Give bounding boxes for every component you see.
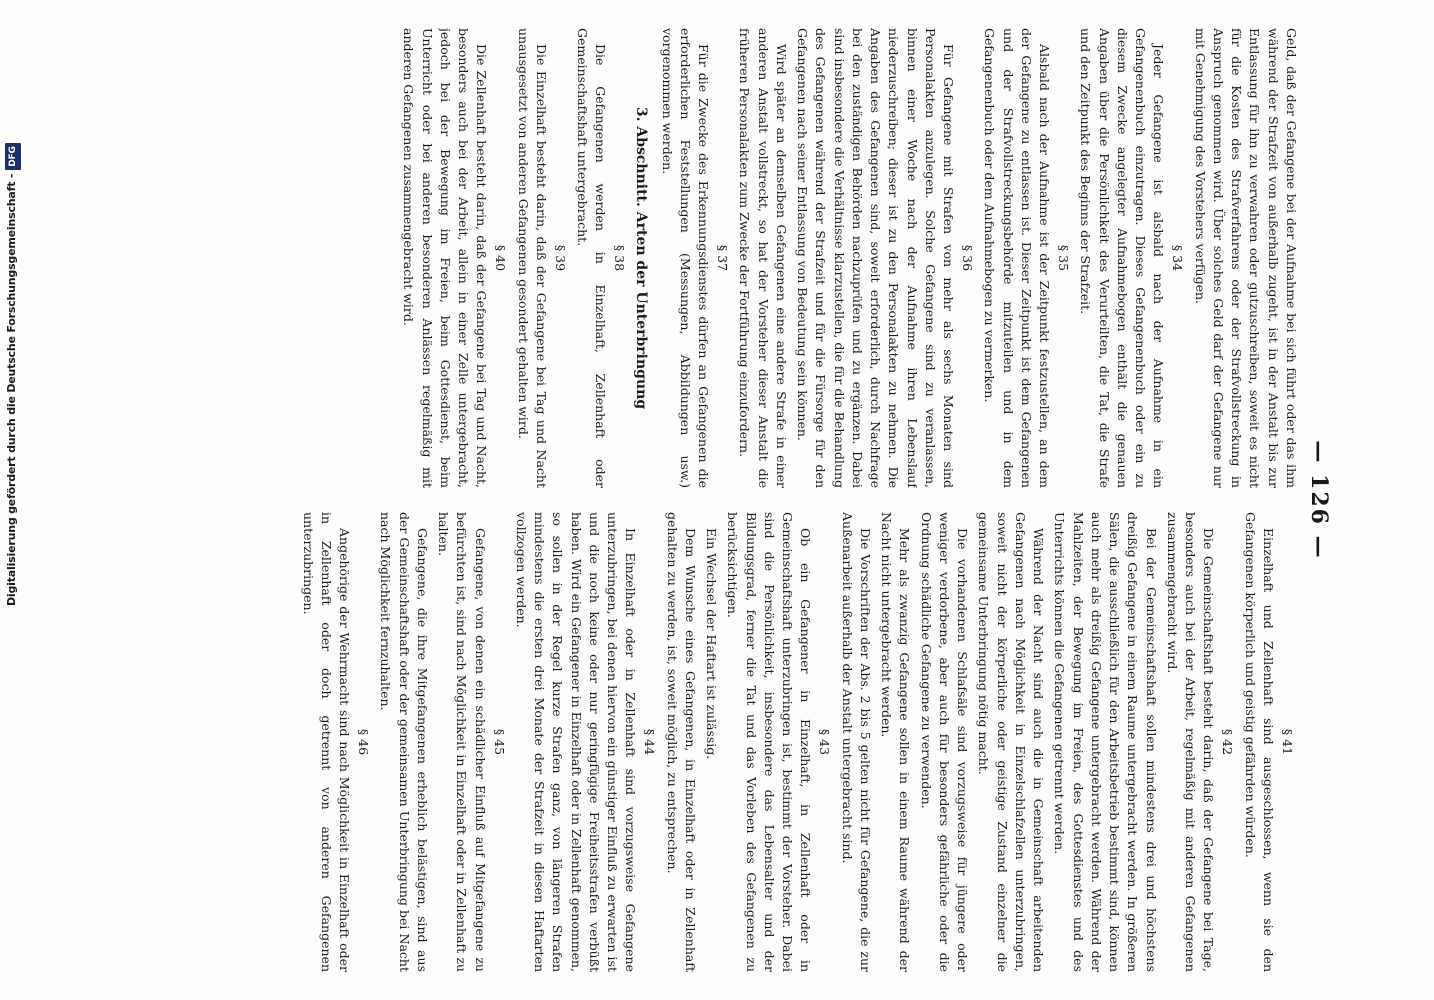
section-heading: § 38 bbox=[612, 244, 628, 272]
section-heading: § 44 bbox=[642, 728, 658, 756]
paragraph: Die Zellenhaft besteht darin, daß der Gefangene bei Tag und Nacht, besonders auch bei der Arbeit, allein in einer Zelle untergebracht, jedoch bei der Bewegung im Freien, beim Gottesdienst, beim Unterricht oder bei anderen besonderen Anlässen regelmäßig mit anderen Gefangenen zusammengebracht wird. bbox=[401, 28, 490, 488]
paragraph: Gefangene, von denen ein schädlicher Einfluß auf Mitgefangene zu befürchten ist, sind nach Möglichkeit in Einzelhaft oder in Zellenhaft zu halten. bbox=[436, 512, 488, 972]
paragraph: Für Gefangene mit Strafen von mehr als sechs Monaten sind Personalakten anzulegen. Solche Gefangene sind zu veranlassen, binnen einer Woche nach der Aufnahme ihren Lebenslauf niederzuschreiben; dieser ist zu den Personalakten zu nehmen. Die Angaben des Gefangenen sind, soweit erforderlich, durch Nachfrage bei den zuständigen Behörden nachzuprüfen und zu ergänzen. Dabei sind insbesondere die Verhältnisse klarzustellen, die für die Behandlung des Gefangenen während der Strafzeit und für die Fürsorge für den Gefangenen nach seiner Entlassung von Bedeutung sein können. bbox=[795, 28, 957, 488]
section-heading: § 37 bbox=[715, 244, 731, 272]
paragraph: Gefangene, die ihre Mitgefangenen erheblich belästigen, sind aus der Gemeinschaftshaft oder der gemeinsamen Unterbringung bei Nacht nach Möglichkeit fernzuhalten. bbox=[378, 512, 430, 972]
footer-text: Digitalisierung gefördert durch die Deutsche Forschungsgemeinschaft - bbox=[5, 173, 18, 606]
paragraph: Angehörige der Wehrmacht sind nach Möglichkeit in Einzelhaft oder in Zellenhaft oder doch getrennt von anderen Gefangenen unterzubringen. bbox=[300, 512, 353, 972]
paragraph: Die Einzelhaft besteht darin, daß der Gefangene bei Tag und Nacht unausgesetzt von anderen Gefangenen gesondert gehalten wird. bbox=[515, 28, 549, 488]
left-column bbox=[153, 28, 1300, 488]
page-number-header: — 126 — bbox=[1306, 440, 1332, 560]
paragraph: Alsbald nach der Aufnahme ist der Zeitpunkt festzustellen, an dem der Gefangene zu entlassen ist. Dieser Zeitpunkt ist dem Gefangenen und der Strafvollstreckungsbehörde mitzuteilen und in dem Gefangenenbuch oder dem Aufnahmebogen zu vermerken. bbox=[982, 28, 1053, 488]
dfg-logo-icon: DFG bbox=[5, 143, 21, 169]
paragraph: Mehr als zwanzig Gefangene sollen in einem Raume während der Nacht nicht untergebracht werden. bbox=[879, 512, 913, 972]
paragraph: Jeder Gefangene ist alsbald nach der Aufnahme in ein Gefangenenbuch einzutragen. Dieses Gefangenenbuch oder ein zu diesem Zwecke angelegter Aufnahmebogen enthält die genauen Angaben über die Persönlichkeit des Verurteilten, die Tat, die Strafe und den Zeitpunkt des Beginns der Strafzeit. bbox=[1078, 28, 1167, 488]
text-columns bbox=[153, 28, 1300, 972]
paragraph: Wird später an demselben Gefangenen eine andere Strafe in einer anderen Anstalt vollstreckt, so hat der Vorsteher dieser Anstalt die früheren Personalakten zum Zwecke der Fortführung einzufordern. bbox=[737, 28, 789, 488]
paragraph: Dem Wunsche eines Gefangenen, in Einzelhaft oder in Zellenhaft gehalten zu werden, ist, soweit möglich, zu entsprechen. bbox=[664, 512, 698, 972]
paragraph: In Einzelhaft oder in Zellenhaft sind vorzugsweise Gefangene unterzubringen, bei denen hiervon ein günstiger Einfluß zu erwarten ist und die noch keine oder nur geringfügige Freiheitsstrafen verbüßt haben. Wird ein Gefangener in Einzelhaft oder in Zellenhaft genommen, so sollen in der Regel kurze Strafen ganz, von längeren Strafen mindestens die ersten drei Monate der Strafzeit in diesen Haftarten vollzogen werden. bbox=[514, 512, 639, 972]
section-heading: § 36 bbox=[960, 244, 976, 272]
section-heading: § 41 bbox=[1280, 728, 1295, 756]
section-heading: § 43 bbox=[817, 728, 833, 756]
section-heading: § 45 bbox=[491, 728, 507, 756]
paragraph: Für die Zwecke des Erkennungsdienstes dürfen an Gefangenen die erforderlichen Feststellungen (Messungen, Abbildungen usw.) vorgenommen werden. bbox=[659, 28, 712, 488]
paragraph: Die Gemeinschaftshaft besteht darin, daß der Gefangene bei Tage, besonders auch bei der Arbeit, regelmäßig mit anderen Gefangenen zusammengebracht wird. bbox=[1165, 512, 1217, 972]
paragraph: Bei der Gemeinschaftshaft sollen mindestens drei und höchstens dreißig Gefangene in einem Raume untergebracht werden. In größeren Sälen, die ausschließlich für den Arbeitsbetrieb bestimmt sind, können auch mehr als dreißig Gefangene untergebracht werden. Während der Mahlzeiten, der Bewegung im Freien, des Gottesdienstes und des Unterrichts können die Gefangenen getrennt werden. bbox=[1052, 512, 1159, 972]
section-heading: § 40 bbox=[493, 244, 509, 272]
section-heading: § 39 bbox=[553, 244, 568, 272]
section-heading: § 35 bbox=[1056, 244, 1072, 272]
chapter-heading: 3. Abschnitt. Arten der Unterbringung bbox=[633, 106, 650, 410]
paragraph: Ob ein Gefangener in Einzelhaft, in Zellenhaft oder in Gemeinschaftshaft unterzubringen ist, bestimmt der Vorsteher. Dabei sind die Persönlichkeit, insbesondere das Lebensalter und der Bildungsgrad, ferner die Tat und das Vorleben des Gefangenen zu berücksichtigen. bbox=[725, 512, 814, 972]
right-column bbox=[153, 512, 1300, 972]
paragraph: Die vorhandenen Schlafsäle sind vorzugsweise für jüngere oder weniger verdorbene, aber auch für besonders gefährliche oder die Ordnung schädliche Gefangene zu verwenden. bbox=[918, 512, 971, 972]
section-heading: § 42 bbox=[1220, 728, 1236, 756]
paragraph: Einzelhaft und Zellenhaft sind ausgeschlossen, wenn sie den Gefangenen körperlich und geistig gefährden würden. bbox=[1242, 512, 1276, 972]
paragraph: Die Vorschriften der Abs. 2 bis 5 gelten nicht für Gefangene, die zur Außenarbeit außerhalb der Anstalt untergebracht sind. bbox=[839, 512, 873, 972]
section-heading: § 34 bbox=[1170, 244, 1186, 272]
paragraph: Während der Nacht sind auch die in Gemeinschaft arbeitenden Gefangenen nach Möglichkeit in Einzelschlafzellen unterzubringen, soweit nicht der körperliche oder geistige Zustand einzelner die gemeinsame Unterbringung nötig macht. bbox=[976, 512, 1047, 972]
digitization-footer bbox=[4, 146, 20, 606]
paragraph: Die Gefangenen werden in Einzelhaft, Zellenhaft oder Gemeinschaftshaft untergebracht. bbox=[575, 28, 609, 488]
paragraph: Ein Wechsel der Haftart ist zulässig. bbox=[704, 528, 720, 760]
section-heading: § 46 bbox=[356, 728, 372, 756]
rotated-page bbox=[143, 0, 1358, 1000]
paragraph: Geld, daß der Gefangene bei der Aufnahme bei sich führt oder das ihm während der Strafzeit von außerhalb zugeht, ist in der Anstalt bis zur Entlassung für ihn zu verwahren oder gutzuschreiben, soweit es nicht für die Kosten des Strafverfahrens oder der Strafvollstreckung in Anspruch genommen wird. Über solches Geld darf der Gefangene nur mit Genehmigung des Vorstehers verfügen. bbox=[1192, 28, 1299, 488]
